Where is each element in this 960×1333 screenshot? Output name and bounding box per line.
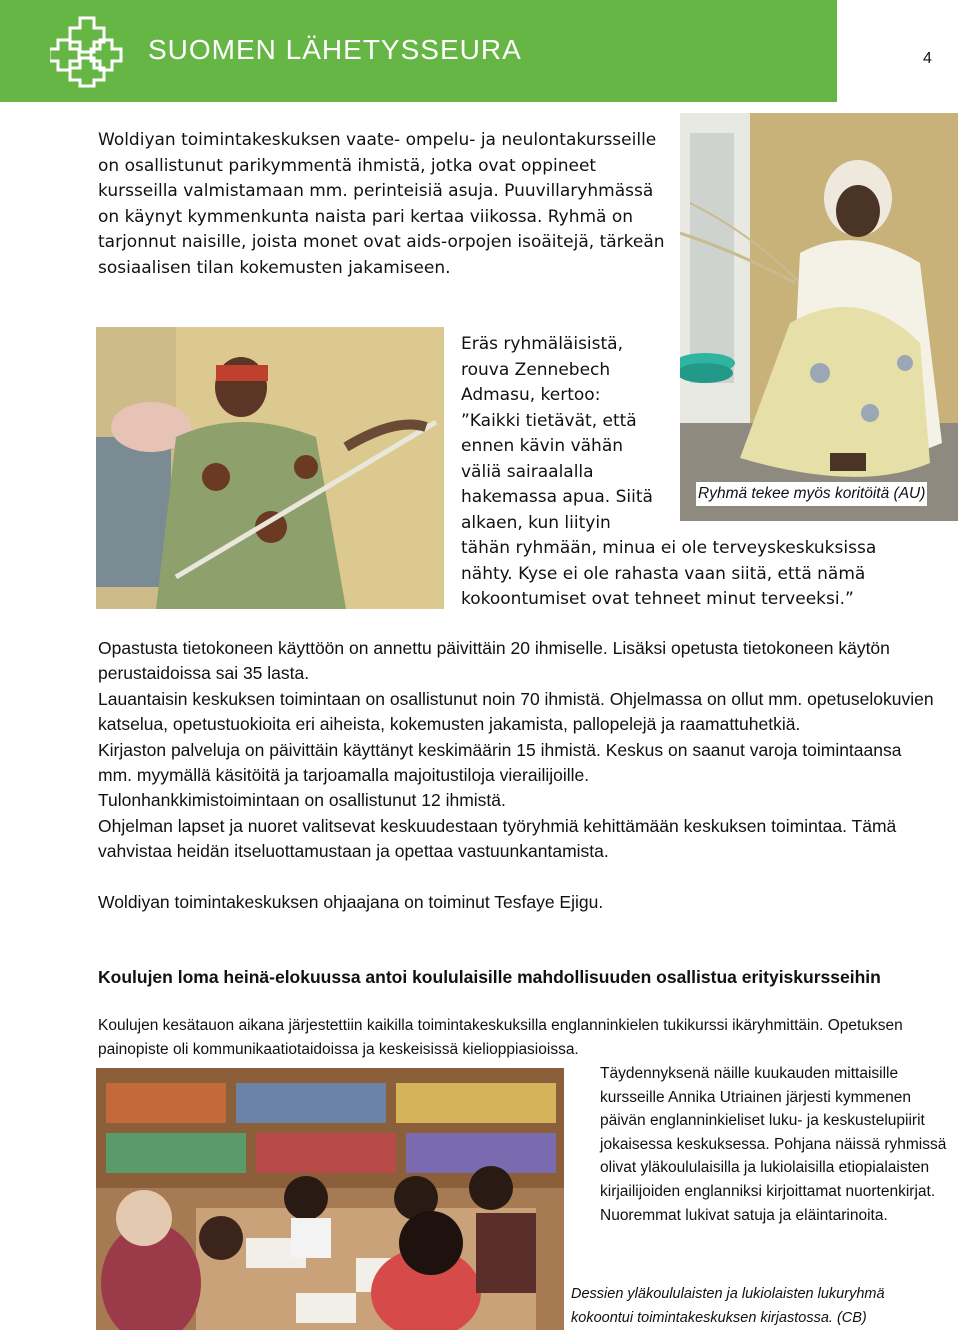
section-heading: Koulujen loma heinä-elokuussa antoi koululaisille mahdollisuuden osallistua erityiskursseihin (98, 967, 881, 987)
paragraph-library: Kirjaston palveluja on päivittäin käyttänyt keskimäärin 15 ihmistä. Keskus on saanut varoja toimintaansa mm. myymällä käsitöitä ja tarjoamalla majoitustiloja vierailijoille. (98, 739, 902, 786)
header-banner (0, 0, 837, 102)
brand-name: SUOMEN LÄHETYSSEURA (148, 34, 522, 65)
paragraph-youth-groups: Ohjelman lapset ja nuoret valitsevat keskuudestaan työryhmiä kehittämään keskuksen toimintaa. Tämä vahvistaa heidän itseluottamustaan ja opettaa vastuunkantamista. (98, 815, 897, 862)
page-number: 4 (923, 50, 932, 67)
body-paragraphs (98, 636, 938, 915)
photo-caption-weaving: Ryhmä tekee myös koritöitä (AU) (696, 482, 927, 506)
cross-cluster-logo-icon (50, 14, 128, 88)
section-body: Täydennyksenä näille kuukauden mittaisille kursseille Annika Utriainen järjesti kymmenen päivän englanninkieliset luku- ja keskustelupiirit jokaisessa keskuksessa. Pohjana näissä ryhmissä olivat yläkoululaisilla ja lukiolaisilla etiopialaisten kirjailijoiden englanniksi kirjoittamat nuortenkirjat. Nuoremmat lukivat satuja ja eläintarinoita. (600, 1065, 947, 1224)
paragraph-computer-guidance: Opastusta tietokoneen käyttöön on annettu päivittäin 20 ihmiselle. Lisäksi opetusta tietokoneen käytön perustaidoissa sai 35 lasta. (98, 638, 890, 684)
quote-flow (461, 332, 891, 613)
photo-caption-reading-group: Dessien yläkoululaisten ja lukiolaisten lukuryhmä kokoontui toimintakeskuksen kirjastossa. (CB) (571, 1286, 885, 1326)
quote-body: Eräs ryhmäläisistä, rouva Zennebech Admasu, kertoo: ”Kaikki tietävät, että ennen kävin vähän väliä sairaalalla hakemassa apua. Siitä alkaen, kun liityin tähän ryhmään, minua ei ole terveyskeskuksissa nähty. Kyse ei ole rahasta vaan siitä, että nämä kokoontumiset ovat tehneet minut terveeksi.” (461, 334, 877, 609)
paragraph-leader: Woldiyan toimintakeskuksen ohjaajana on toiminut Tesfaye Ejigu. (98, 891, 604, 912)
paragraph-income: Tulonhankkimistoimintaan on osallistunut 12 ihmistä. (98, 790, 506, 811)
paragraph-saturday-activities: Lauantaisin keskuksen toimintaan on osallistunut noin 70 ihmistä. Ohjelmassa on ollut mm. opetuselokuvien katselua, opetustuokioita eri aiheista, kokemusten jakamista, pallopelejä ja raamattuhetkiä. (98, 688, 934, 735)
photo-reading-group (96, 1068, 564, 1330)
photo-spinning-woman (96, 327, 444, 609)
intro-paragraph: Woldiyan toimintakeskuksen vaate- ompelu- ja neulontakursseille on osallistunut parikymmentä ihmistä, jotka ovat oppineet kursseilla valmistamaan mm. perinteisiä asuja. Puuvillaryhmässä on käynyt kymmenkunta naista pari kertaa viikossa. Ryhmä on tarjonnut naisille, joista monet ovat aids-orpojen isoäitejä, tärkeän sosiaalisen tilan kokemusten jakamiseen. (98, 130, 665, 278)
section-intro: Koulujen kesätauon aikana järjestettiin kaikilla toimintakeskuksilla englanninkielen tukikurssi ikäryhmittäin. Opetuksen painopiste oli kommunikaatiotaidoissa ja keskeisissä kielioppiasioissa. (98, 1017, 903, 1058)
